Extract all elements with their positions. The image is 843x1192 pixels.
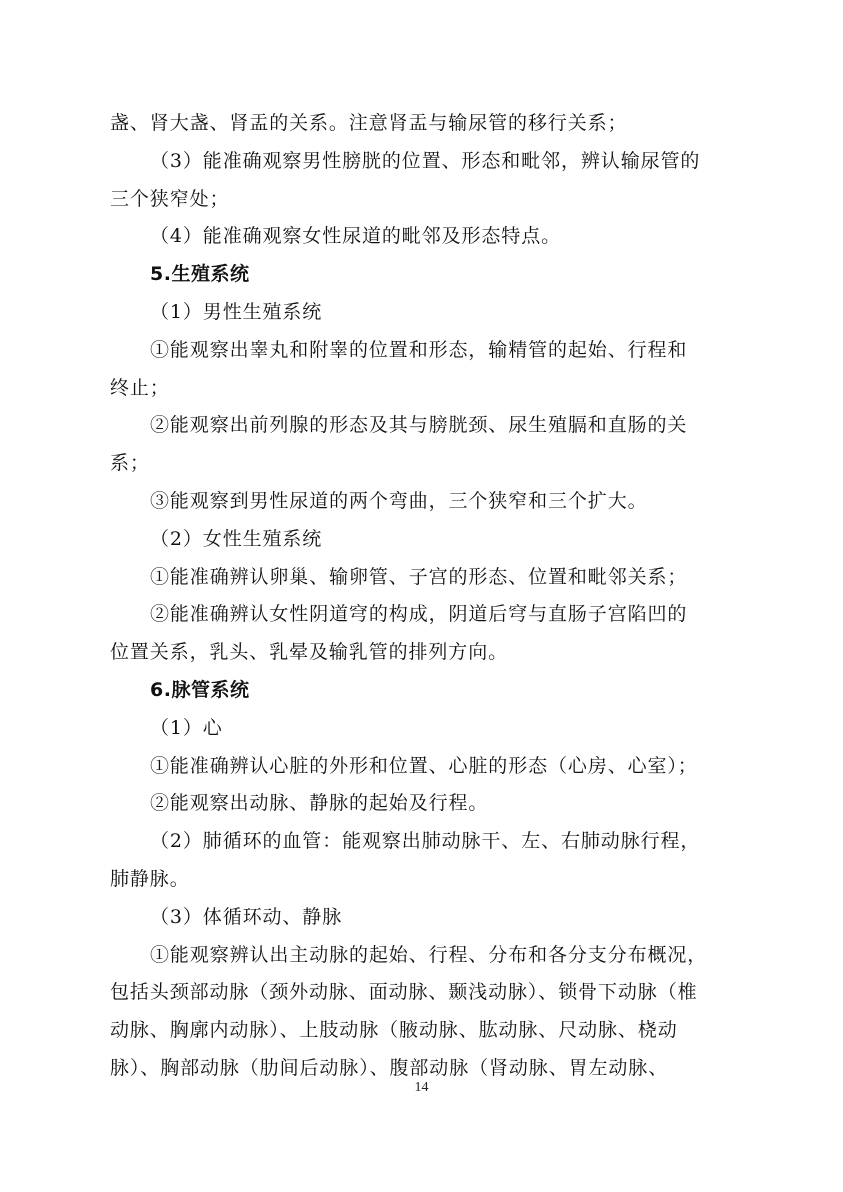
text-line: ①能准确辨认卵巢、输卵管、子宫的形态、位置和毗邻关系； xyxy=(150,565,688,588)
text-line: （3）体循环动、静脉 xyxy=(150,905,343,928)
text-line: ①能准确辨认心脏的外形和位置、心脏的形态（心房、心室）； xyxy=(150,754,698,777)
text-line: 脉）、胸部动脉（肋间后动脉）、腹部动脉（肾动脉、胃左动脉、 xyxy=(110,1056,669,1079)
text-line: 三个狭窄处； xyxy=(110,187,230,210)
text-line: 肺静脉。 xyxy=(110,867,190,890)
section-heading-reproductive-system: 5.生殖系统 xyxy=(150,263,250,286)
text-line: 位置关系，乳头、乳晕及输乳管的排列方向。 xyxy=(110,641,509,664)
text-line: 包括头颈部动脉（颈外动脉、面动脉、颞浅动脉）、锁骨下动脉（椎 xyxy=(110,981,698,1004)
text-line: 盏、肾大盏、肾盂的关系。注意肾盂与输尿管的移行关系； xyxy=(110,112,628,134)
text-line: （1）心 xyxy=(150,716,223,739)
text-line: ②能观察出动脉、静脉的起始及行程。 xyxy=(150,792,489,815)
text-line: ①能观察辨认出主动脉的起始、行程、分布和各分支分布概况， xyxy=(150,943,708,966)
text-line: （3）能准确观察男性膀胱的位置、形态和毗邻，辨认输尿管的 xyxy=(150,149,701,172)
text-line: （1）男性生殖系统 xyxy=(150,300,323,323)
text-line: （2）肺循环的血管：能观察出肺动脉干、左、右肺动脉行程， xyxy=(150,830,701,853)
text-line: ①能观察出睾丸和附睾的位置和形态，输精管的起始、行程和 xyxy=(150,338,688,361)
text-line: 动脉、胸廓内动脉）、上肢动脉（腋动脉、肱动脉、尺动脉、桡动 xyxy=(110,1019,678,1042)
text-line: ②能观察出前列腺的形态及其与膀胱颈、尿生殖膈和直肠的关 xyxy=(150,414,688,437)
page-number: 14 xyxy=(414,1080,429,1095)
text-line: 系； xyxy=(110,452,150,475)
text-line: ③能观察到男性尿道的两个弯曲，三个狭窄和三个扩大。 xyxy=(150,489,648,512)
section-heading-vascular-system: 6.脉管系统 xyxy=(150,678,250,701)
text-line: （4）能准确观察女性尿道的毗邻及形态特点。 xyxy=(150,225,561,248)
text-line: （2）女性生殖系统 xyxy=(150,527,323,550)
text-line: ②能准确辨认女性阴道穹的构成，阴道后穹与直肠子宫陷凹的 xyxy=(150,603,688,626)
text-line: 终止； xyxy=(110,376,170,399)
body-text xyxy=(110,105,735,1088)
